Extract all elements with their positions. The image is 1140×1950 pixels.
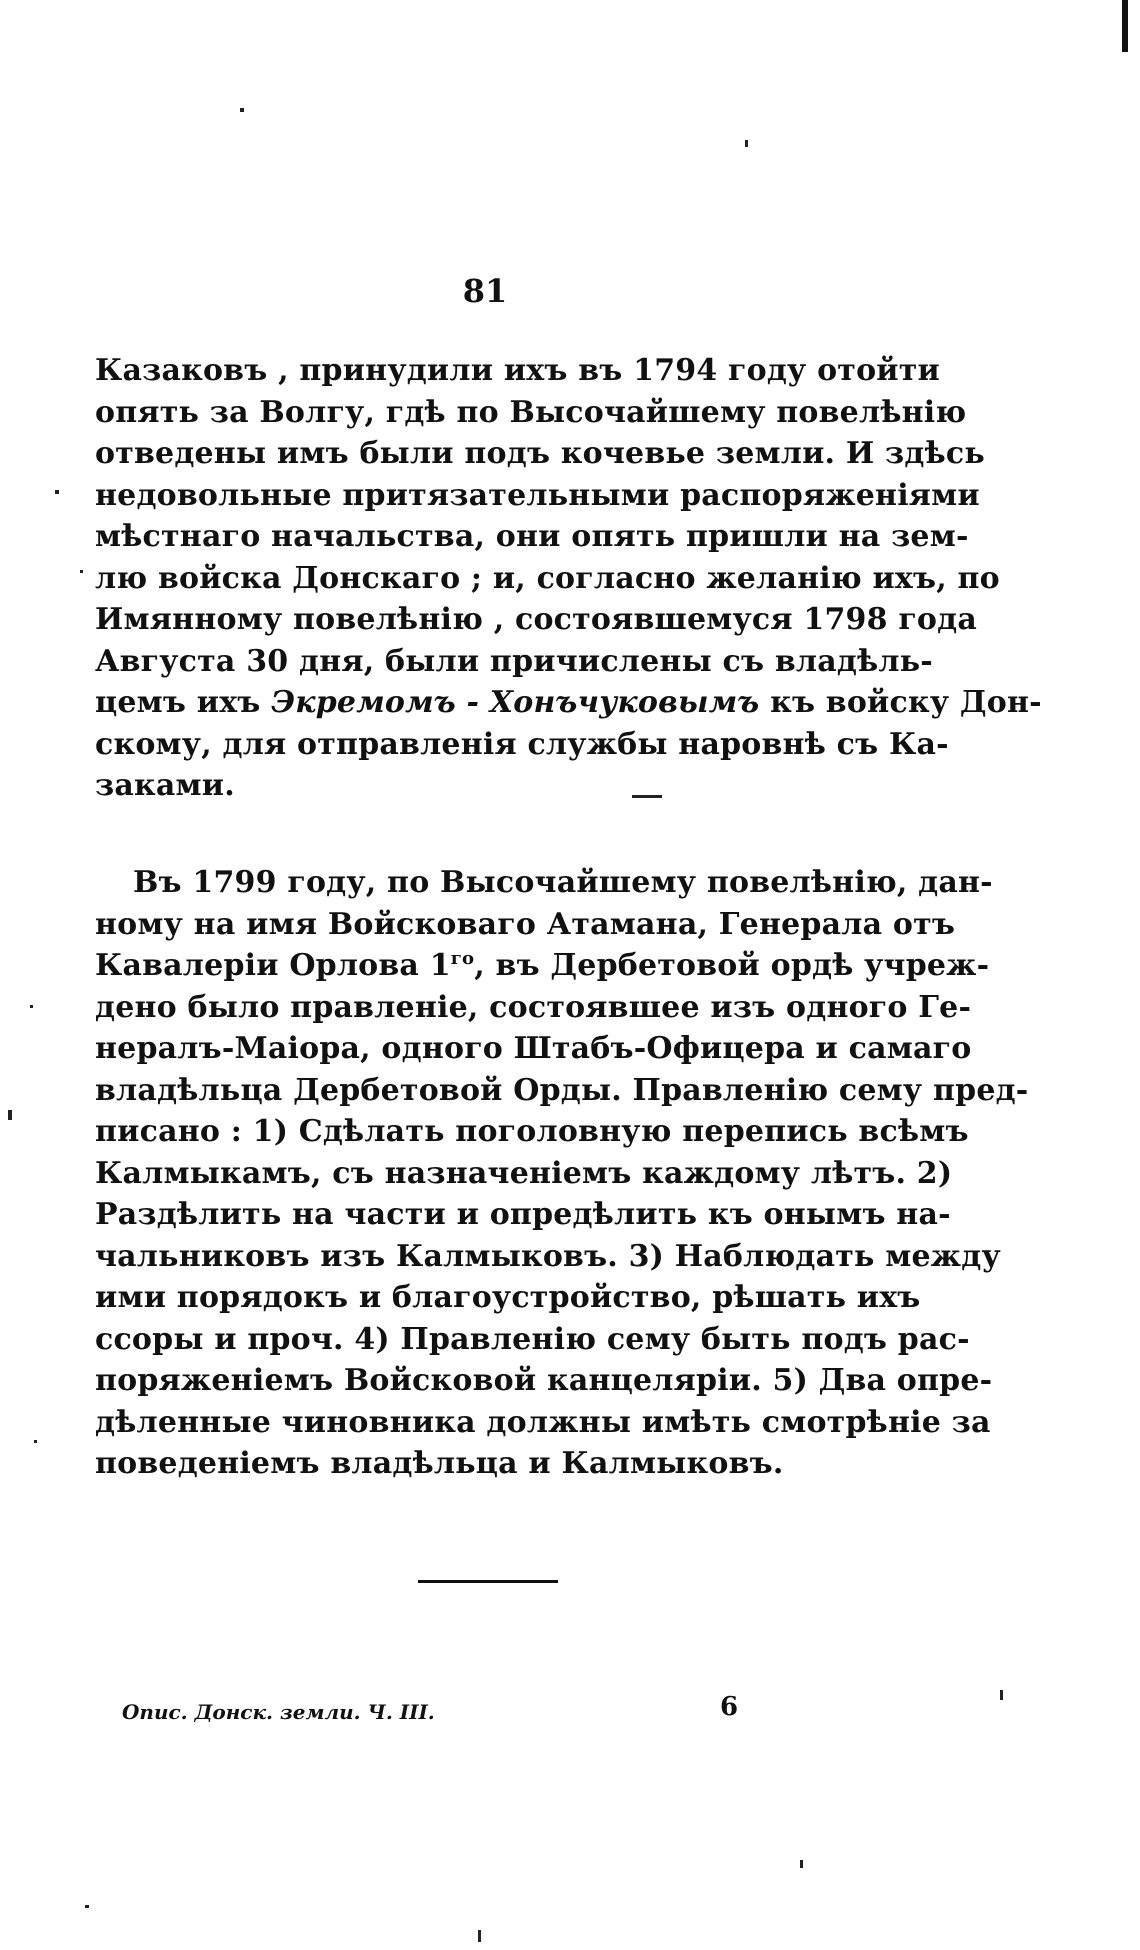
paragraph-2 (95, 862, 1029, 1485)
scan-speck (478, 1930, 481, 1942)
section-divider (418, 1580, 558, 1583)
text-line (95, 945, 990, 987)
text-line: писано : 1) Сдѣлать поголовную перепись всѣмъ (95, 1114, 969, 1149)
text-line: ному на имя Войсковаго Атамана, Генерала отъ (95, 906, 956, 942)
text-fragment: цемъ ихъ (95, 685, 272, 720)
scan-speck (1000, 1690, 1003, 1700)
text-line: отведены имъ были подъ кочевье земли. И здѣсь (95, 436, 985, 471)
scan-speck (240, 108, 244, 112)
text-line: Калмыкамъ, съ назначеніемъ каждому лѣтъ. 2) (95, 1155, 953, 1191)
text-line: чальниковъ изъ Калмыковъ. 3) Наблюдать между (95, 1238, 1001, 1274)
text-line: ими порядокъ и благоустройство, рѣшать ихъ (95, 1280, 921, 1315)
text-line: Раздѣлить на части и опредѣлить къ онымъ на- (95, 1197, 951, 1232)
scan-speck (85, 1905, 89, 1908)
text-line: Казаковъ , принудили ихъ въ 1794 году отойти (95, 353, 940, 388)
text-line: скому, для отправленія службы наровнѣ съ Ка- (95, 726, 949, 762)
text-fragment: Кавалеріи Орлова 1 (95, 948, 451, 983)
text-line: ссоры и проч. 4) Правленію сему быть подъ рас- (95, 1321, 970, 1357)
text-line: заками. (95, 768, 235, 803)
scan-speck (8, 1110, 12, 1120)
footer-signature: Опис. Донск. земли. Ч. III. (122, 1700, 435, 1724)
superscript: го (450, 948, 475, 969)
text-line: поведеніемъ владѣльца и Калмыковъ. (95, 1446, 784, 1481)
text-line: нералъ-Маіора, одного Штабъ-Офицера и самаго (95, 1031, 972, 1066)
scan-speck (800, 1860, 803, 1868)
text-fragment: къ войску Дон- (759, 685, 1042, 720)
paragraph-1 (95, 350, 1042, 807)
text-line: Августа 30 дня, были причислены съ владѣль- (95, 643, 933, 679)
text-line: дѣленные чиновника должны имѣть смотрѣніе за (95, 1404, 991, 1440)
text-line: Имянному повелѣнію , состоявшемуся 1798 года (95, 602, 977, 637)
text-line: поряженіемъ Войсковой канцеляріи. 5) Два опре- (95, 1363, 993, 1398)
page-edge-mark (1122, 0, 1128, 52)
text-fragment: , въ Дербетовой ордѣ учреж- (474, 948, 990, 983)
text-line: опять за Волгу, гдѣ по Высочайшему повелѣнію (95, 394, 967, 430)
scan-speck (55, 490, 59, 494)
scan-speck (745, 140, 748, 147)
scan-speck (30, 1005, 33, 1008)
text-line: мѣстнаго начальства, они опять пришли на зем- (95, 519, 969, 554)
italic-name: Экремомъ - Хонъчуковымъ (271, 685, 760, 720)
sheet-number: 6 (720, 1692, 739, 1722)
text-line: владѣльца Дербетовой Орды. Правленію сему пред- (95, 1072, 1029, 1108)
scan-speck (632, 795, 662, 798)
text-line: Въ 1799 году, по Высочайшему повелѣнію, дан- (133, 865, 993, 900)
scan-speck (34, 1440, 37, 1443)
text-line: дено было правленіе, состоявшее изъ одного Ге- (95, 989, 972, 1025)
text-line (95, 682, 1042, 724)
page-number: 81 (462, 272, 508, 310)
text-line: недовольные притязательными распоряженіями (95, 477, 980, 513)
text-line: лю войска Донскаго ; и, согласно желанію ихъ, по (95, 560, 1000, 596)
scan-speck (80, 570, 83, 573)
